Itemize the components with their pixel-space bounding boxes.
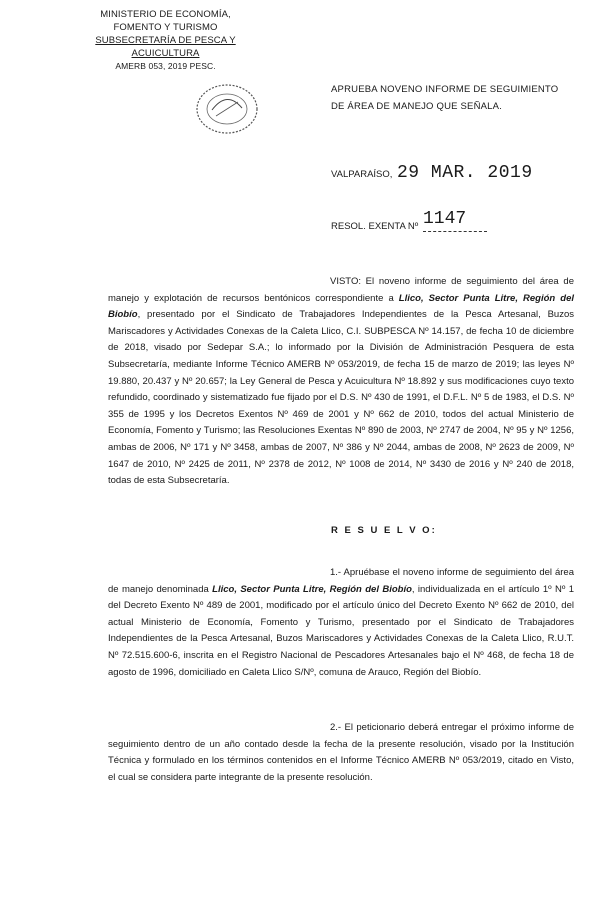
resuelvo-heading: R E S U E L V O: [331, 525, 437, 536]
article-1-paragraph [108, 565, 574, 681]
subsecretaria-line: SUBSECRETARÍA DE PESCA Y ACUICULTURA [95, 35, 236, 59]
art1-text-1: 1.- Apruébase el noveno informe de seguimiento del área de manejo denominada [108, 567, 574, 595]
document-title: APRUEBA NOVENO INFORME DE SEGUIMIENTO DE ÁREA DE MANEJO QUE SEÑALA. [331, 84, 559, 112]
official-stamp-icon [188, 80, 266, 138]
resolution-number: 1147 [423, 209, 467, 229]
visto-text-2: , presentado por el Sindicato de Trabajadores Independientes de la Pesca Artesanal, Buzos Mariscadores y Actividades Conexas de la Caleta Llico, C.I. SUBPESCA Nº 14.157, de fecha 10 de diciembre de 2018, visado por Sedepar S.A.; lo informado por la División de Administración Pesquera de esta Subsecretaría, mediante Informe Técnico AMERB Nº 053/2019, de fecha 15 de marzo de 2019; las leyes Nº 19.880, 20.437 y Nº 20.657; la Ley General de Pesca y Acuicultura Nº 18.892 y sus modificaciones cuyo texto refundido, coordinado y sistematizado fue fijado por el D.S. Nº 430 de 1991, el D.F.L. Nº 5 de 1983, el D.S. Nº 355 de 1995 y los Decretos Exentos Nº 469 de 2001 y Nº 662 de 2010, todos del actual Ministerio de Economía, Fomento y Turismo; las Resoluciones Exentas Nº 890 de 2003, Nº 2747 de 2004, Nº 95 y Nº 1256, ambas de 2006, Nº 171 y Nº 3458, ambas de 2007, Nº 386 y Nº 2044, ambas de 2008, Nº 2623 de 2009, Nº 1647 de 2010, Nº 2425 de 2011, Nº 2378 de 2012, Nº 1008 de 2014, Nº 3430 de 2016 y Nº 240 de 2018, todas de esta Subsecretaría. [108, 309, 574, 487]
place: VALPARAÍSO, [331, 169, 393, 180]
resolution-label: RESOL. EXENTA Nº [331, 221, 419, 232]
resolution-underline [423, 231, 487, 232]
visto-text-1: VISTO: El noveno informe de seguimiento del área de manejo y explotación de recursos bentónicos correspondiente a [108, 276, 574, 304]
ministry-line-1: MINISTERIO DE ECONOMÍA, [100, 9, 231, 20]
art1-text-2: , individualizada en el artículo 1º Nº 1 del Decreto Exento Nº 489 de 2001, modificado por el artículo único del Decreto Exento Nº 662 de 2010, del actual Ministerio de Economía, Fomento y Turismo, presentado por el Sindicato de Trabajadores Independientes de la Pesca Artesanal, Buzos Mariscadores y Actividades Conexas de la Caleta Llico, R.U.T. Nº 72.515.600-6, inscrita en el Registro Nacional de Pescadores Artesanales bajo el Nº 468, de fecha 18 de agosto de 1996, domiciliado en Caleta Llico S/Nº, comuna de Arauco, Región del Biobío. [108, 583, 574, 678]
ministry-line-2: FOMENTO Y TURISMO [113, 22, 218, 33]
letterhead [78, 8, 253, 73]
visto-paragraph [108, 274, 574, 490]
visto-area-name: Llico, Sector Punta Litre, Región del Biobío [108, 292, 574, 321]
date-line [331, 163, 591, 189]
reference-line: AMERB 053, 2019 PESC. [115, 61, 216, 71]
resolution-number-line [331, 209, 591, 235]
article-2-paragraph: 2.- El peticionario deberá entregar el próximo informe de seguimiento dentro de un año contado desde la fecha de la presente resolución, visado por la Institución Técnica y formulado en los términos contenidos en el Informe Técnico AMERB Nº 053/2019, citado en Visto, el cual se considera parte integrante de la presente resolución. [108, 722, 574, 783]
issue-date: 29 MAR. 2019 [397, 163, 533, 183]
art1-area-name: Llico, Sector Punta Litre, Región del Biobío [212, 583, 412, 595]
